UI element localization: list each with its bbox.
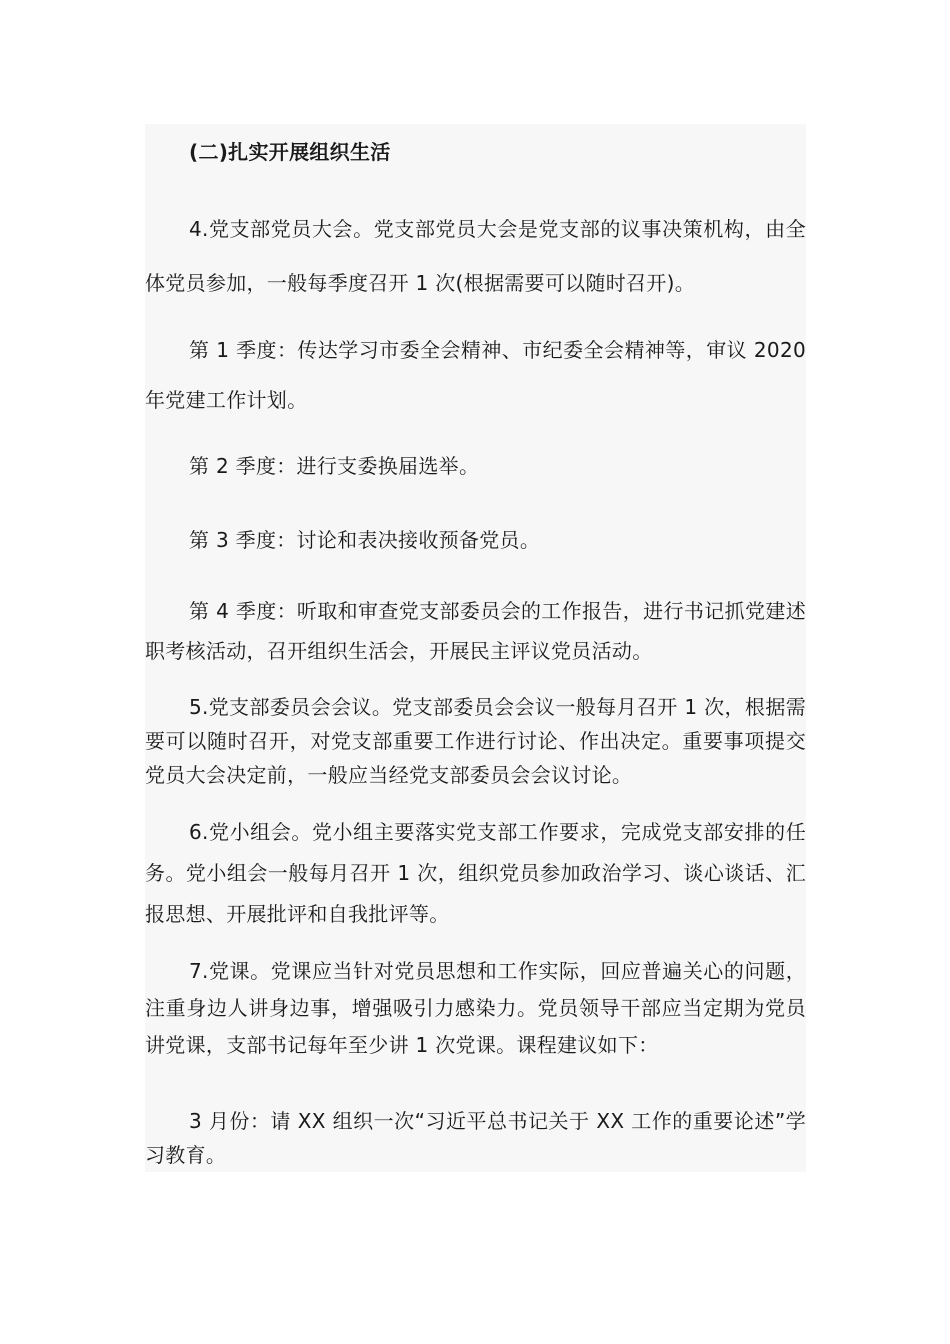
paragraph-party-lecture: 7.党课。党课应当针对党员思想和工作实际，回应普遍关心的问题，注重身边人讲身边事，增强吸引力感染力。党员领导干部应当定期为党员讲党课，支部书记每年至少讲 1 次党课。课程建议如下： <box>145 959 806 1057</box>
paragraph-quarter-3: 第 3 季度：讨论和表决接收预备党员。 <box>189 528 541 552</box>
paragraph-quarter-4: 第 4 季度：听取和审查党支部委员会的工作报告，进行书记抓党建述职考核活动，召开组织生活会，开展民主评议党员活动。 <box>145 599 806 663</box>
document-page <box>145 124 806 1172</box>
section-heading: (二)扎实开展组织生活 <box>189 140 391 164</box>
paragraph-party-group-meeting: 6.党小组会。党小组主要落实党支部工作要求，完成党支部安排的任务。党小组会一般每月召开 1 次，组织党员参加政治学习、谈心谈话、汇报思想、开展批评和自我批评等。 <box>145 820 806 926</box>
paragraph-quarter-2: 第 2 季度：进行支委换届选举。 <box>189 454 480 478</box>
paragraph-party-general-meeting: 4.党支部党员大会。党支部党员大会是党支部的议事决策机构，由全体党员参加，一般每季度召开 1 次(根据需要可以随时召开)。 <box>145 217 806 295</box>
paragraph-quarter-1: 第 1 季度：传达学习市委全会精神、市纪委全会精神等，审议 2020 年党建工作计划。 <box>145 338 806 412</box>
paragraph-march-suggestion: 3 月份：请 XX 组织一次“习近平总书记关于 XX 工作的重要论述”学习教育。 <box>145 1109 806 1167</box>
paragraph-committee-meeting: 5.党支部委员会会议。党支部委员会会议一般每月召开 1 次，根据需要可以随时召开，对党支部重要工作进行讨论、作出决定。重要事项提交党员大会决定前，一般应当经党支部委员会会议讨论。 <box>145 695 806 787</box>
